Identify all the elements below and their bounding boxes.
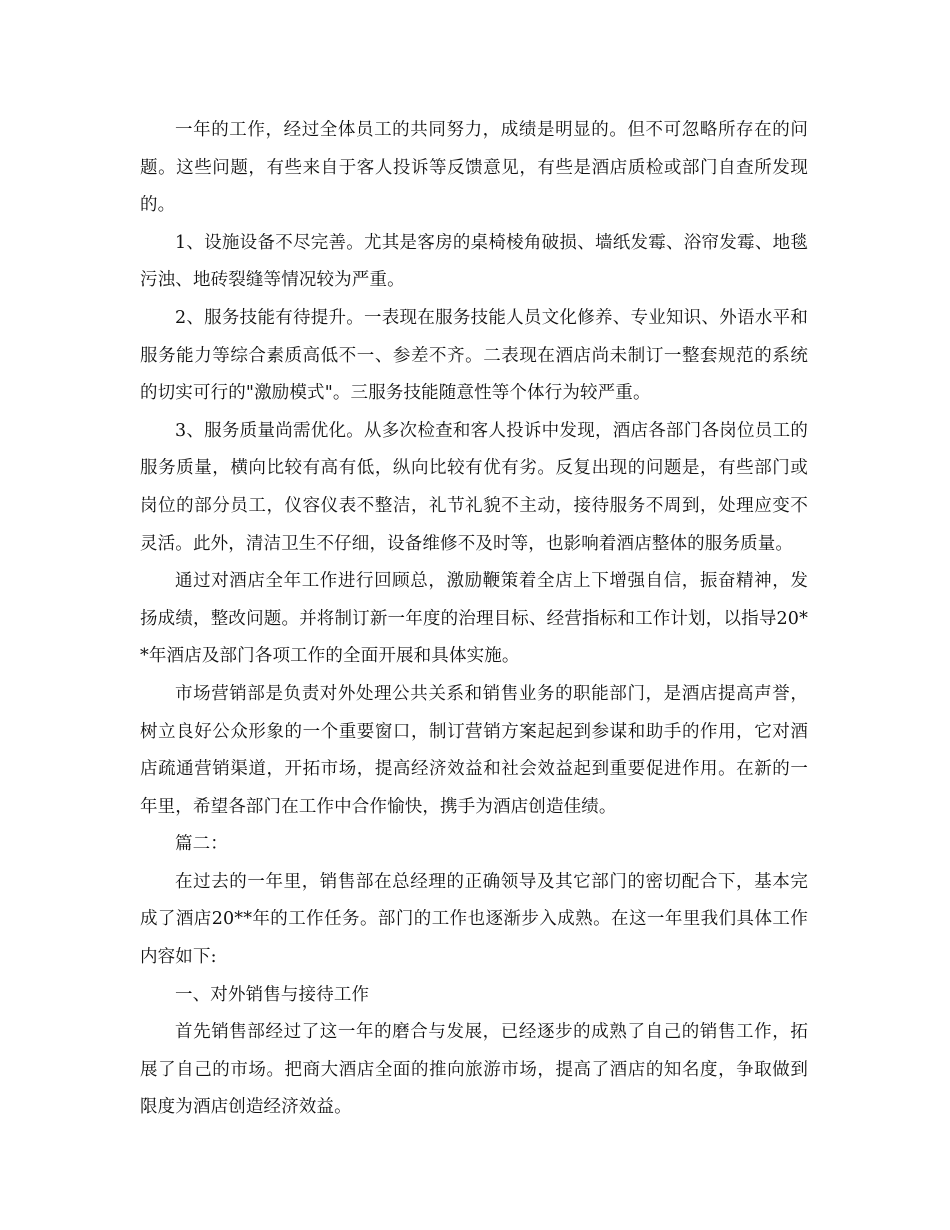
paragraph-7: 在过去的一年里，销售部在总经理的正确领导及其它部门的密切配合下，基本完成了酒店20**年的工作任务。部门的工作也逐渐步入成熟。在这一年里我们具体工作内容如下: <box>140 871 808 968</box>
section-heading-part-two: 篇二： <box>175 834 228 855</box>
paragraph-4: 3、服务质量尚需优化。从多次检查和客人投诉中发现，酒店各部门各岗位员工的服务质量，横向比较有高有低，纵向比较有优有劣。反复出现的问题是，有些部门或岗位的部分员工，仪容仪表不整洁，礼节礼貌不主动，接待服务不周到，处理应变不灵活。此外，清洁卫生不仔细，设备维修不及时等，也影响着酒店整体的服务质量。 <box>140 420 808 554</box>
paragraph-2: 1、设施设备不尽完善。尤其是客房的桌椅棱角破损、墙纸发霉、浴帘发霉、地毯污浊、地砖裂缝等情况较为严重。 <box>140 232 808 291</box>
document-body <box>140 112 808 1127</box>
paragraph-1: 一年的工作，经过全体员工的共同努力，成绩是明显的。但不可忽略所存在的问题。这些问题，有些来自于客人投诉等反馈意见，有些是酒店质检或部门自查所发现的。 <box>140 120 808 216</box>
section-heading-sales: 一、对外销售与接待工作 <box>175 984 370 1005</box>
paragraph-8: 首先销售部经过了这一年的磨合与发展，已经逐步的成熟了自己的销售工作，拓展了自己的市场。把商大酒店全面的推向旅游市场，提高了酒店的知名度，争取做到限度为酒店创造经济效益。 <box>140 1022 808 1118</box>
paragraph-6: 市场营销部是负责对外处理公共关系和销售业务的职能部门，是酒店提高声誉，树立良好公众形象的一个重要窗口，制订营销方案起起到参谋和助手的作用，它对酒店疏通营销渠道，开拓市场，提高经济效益和社会效益起到重要促进作用。在新的一年里，希望各部门在工作中合作愉快，携手为酒店创造佳绩。 <box>140 683 808 817</box>
paragraph-5: 通过对酒店全年工作进行回顾总，激励鞭策着全店上下增强自信，振奋精神，发扬成绩，整改问题。并将制订新一年度的治理目标、经营指标和工作计划，以指导20**年酒店及部门各项工作的全面开展和具体实施。 <box>140 571 808 667</box>
paragraph-3: 2、服务技能有待提升。一表现在服务技能人员文化修养、专业知识、外语水平和服务能力等综合素质高低不一、参差不齐。二表现在酒店尚未制订一整套规范的系统的切实可行的"激励模式"。三服务技能随意性等个体行为较严重。 <box>140 307 808 404</box>
